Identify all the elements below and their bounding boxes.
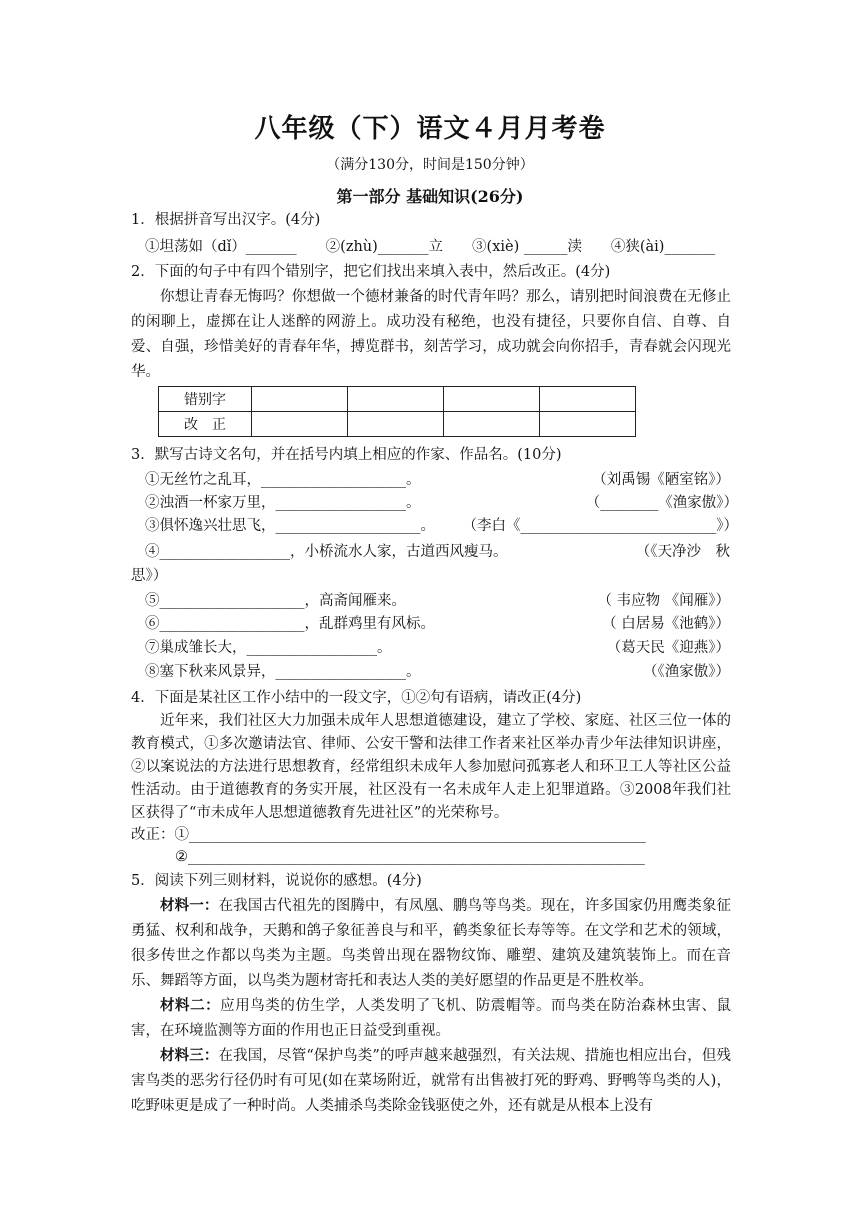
poem-source-6: （ 白居易《池鹤》） xyxy=(602,616,730,632)
poem-line-7: ⑦巢成雏长大，__________________。 xyxy=(145,640,392,656)
table-row xyxy=(159,387,636,412)
poem-line-5: ⑤____________________，高斋闻雁来。 xyxy=(145,593,406,609)
question-4-passage: 近年来，我们社区大力加强未成年人思想道德建设，建立了学校、家庭、社区三位一体的教育模式，①多次邀请法官、律师、公安干警和法律工作者来社区举办青少年法律知识讲座，②以案说法的方法进行思想教育，经常组织未成年人参加慰问孤寡老人和环卫工人等社区公益性活动。由于道德教育的务实开展，社区没有一名未成年人走上犯罪道路。③2008年我们社区获得了“市未成年人思想道德教育先进社区”的光荣称号。 xyxy=(131,713,731,821)
poem-line-3: ③俱怀逸兴壮思飞，____________________。 xyxy=(145,518,435,534)
correction-line-2: ②_______________________________________________________________ xyxy=(175,849,645,865)
table-header-correct: 改 正 xyxy=(159,412,252,437)
question-2-passage: 你想让青春无悔吗？你想做一个德材兼备的时代青年吗？那么，请别把时间浪费在无修止的闲聊上，虚掷在让人迷醉的网游上。成功没有秘绝，也没有捷径，只要你自信、自尊、自爱、自强，珍惜美好的青春年华，搏览群书，刻苦学习，成功就会向你招手，青春就会闪现光华。 xyxy=(131,289,731,380)
poem-source-3: （李白《___________________________》） xyxy=(462,518,738,534)
question-3-stem: 3．默写古诗文名句，并在括号内填上相应的作家、作品名。(10分) xyxy=(131,447,562,463)
material-3-text: 在我国，尽管“保护鸟类”的呼声越来越强烈，有关法规、措施也相应出台，但残害鸟类的恶劣行径仍时有可见(如在菜场附近，就常有出售被打死的野鸡、野鸭等鸟类的人)，吃野味更是成了一种时尚。人类捕杀鸟类除金钱驱使之外，还有就是从根本上没有 xyxy=(131,1048,731,1114)
poem-source-7: （葛天民《迎燕》） xyxy=(606,640,730,656)
poem-line-6: ⑥____________________，乱群鸡里有风标。 xyxy=(145,616,435,632)
material-1-label: 材料一： xyxy=(160,897,219,914)
poem-source-1: （刘禹锡《陋室铭》） xyxy=(592,472,730,488)
material-3-label: 材料三： xyxy=(160,1047,219,1064)
table-cell xyxy=(540,412,636,437)
question-5-stem: 5．阅读下列三则材料，说说你的感想。(4分) xyxy=(131,873,422,889)
question-2-stem: 2．下面的句子中有四个错别字，把它们找出来填入表中，然后改正。(4分) xyxy=(131,264,611,280)
poem-line-1: ①无丝竹之乱耳，____________________。 xyxy=(145,472,421,488)
exam-subtitle: （满分130分，时间是150分钟） xyxy=(326,157,534,173)
material-2-label: 材料二： xyxy=(160,997,221,1014)
table-cell xyxy=(540,387,636,412)
poem-source-4: （《天净沙 秋 xyxy=(635,544,730,560)
table-cell xyxy=(252,412,348,437)
table-row xyxy=(159,412,636,437)
poem-line-4: ④__________________，小桥流水人家，古道西风瘦马。 xyxy=(145,544,508,560)
material-1-text: 在我国古代祖先的图腾中，有凤凰、鹏鸟等鸟类。现在，许多国家仍用鹰类象征勇猛、权利和战争，天鹅和鸽子象征善良与和平，鹤类象征长寿等等。在文学和艺术的领域，很多传世之作都以鸟类为主题。鸟类曾出现在器物纹饰、雕塑、建筑及建筑装饰上。而在音乐、舞蹈等方面，以鸟类为题材寄托和表达人类的美好愿望的作品更是不胜枚举。 xyxy=(131,898,732,989)
correction-table xyxy=(158,386,636,437)
material-1 xyxy=(131,893,731,994)
poem-source-5: （ 韦应物 《闻雁》） xyxy=(597,593,730,609)
poem-source-2: （________《渔家傲》） xyxy=(585,495,738,511)
table-cell xyxy=(348,412,444,437)
material-3 xyxy=(131,1043,731,1119)
table-cell xyxy=(348,387,444,412)
question-4-stem: 4．下面是某社区工作小结中的一段文字，①②句有语病，请改正(4分) xyxy=(131,690,582,706)
question-1-items: ①坦荡如（dǐ）_______ ②(zhù)_______立 ③(xiè) ______渎 ④狭(ài)_______ xyxy=(145,239,716,255)
poem-line-2: ②浊酒一杯家万里，__________________。 xyxy=(145,495,421,511)
poem-source-8: （《渔家傲》） xyxy=(643,664,730,680)
table-cell xyxy=(252,387,348,412)
table-cell xyxy=(444,387,540,412)
table-header-wrong: 错别字 xyxy=(159,387,252,412)
table-cell xyxy=(444,412,540,437)
poem-line-8: ⑧塞下秋来风景异，__________________。 xyxy=(145,664,421,680)
material-2 xyxy=(131,993,731,1044)
section-heading: 第一部分 基础知识(26分) xyxy=(336,187,524,206)
poem-source-4-cont: 思》） xyxy=(131,568,168,584)
material-2-text: 应用鸟类的仿生学，人类发明了飞机、防震帽等。而鸟类在防治森林虫害、鼠害，在环境监测等方面的作用也正日益受到重视。 xyxy=(131,998,732,1039)
page-title: 八年级（下）语文４月月考卷 xyxy=(254,114,606,144)
correction-line-1: 改正：①_______________________________________________________________ xyxy=(131,827,646,843)
question-1-stem: 1．根据拼音写出汉字。(4分) xyxy=(131,212,321,228)
